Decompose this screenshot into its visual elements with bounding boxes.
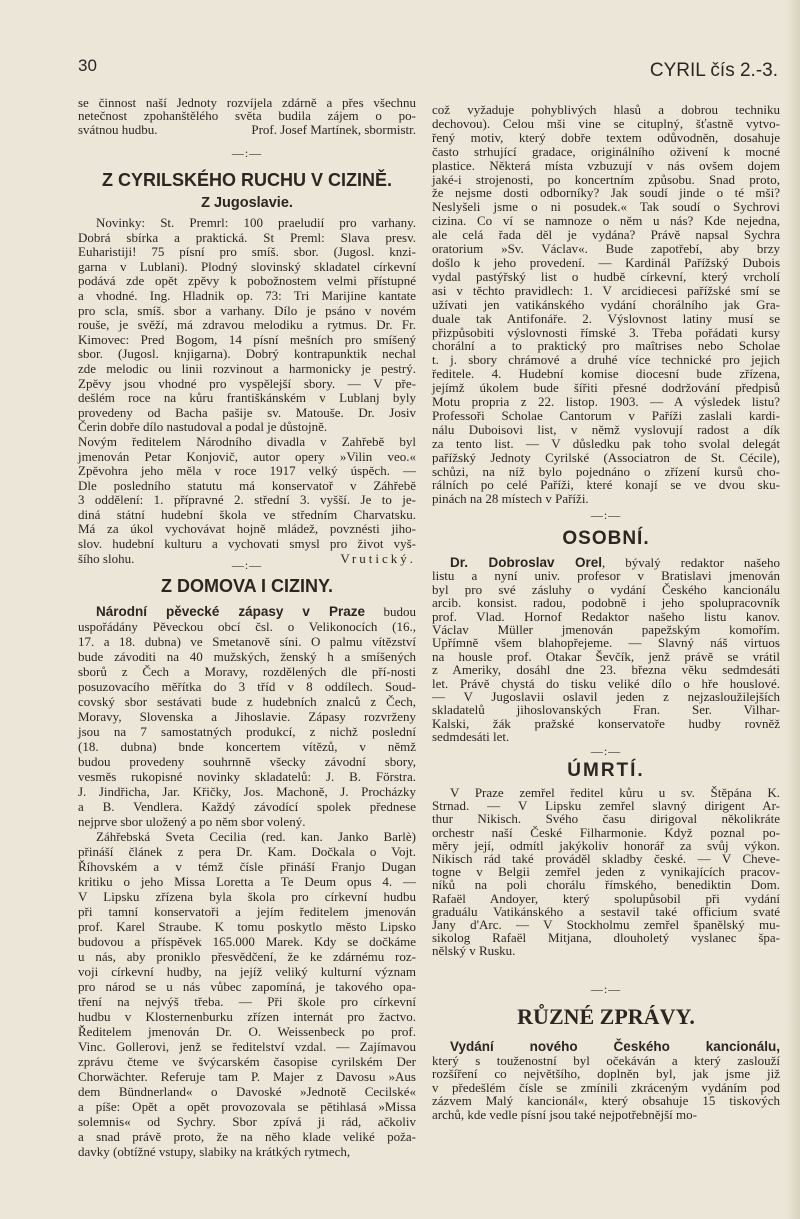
text-line (432, 186, 780, 200)
line-text: voji církevní hudby, na jejíž veliký kulturní význam (78, 964, 416, 979)
line-text: ale celá řada děl je vydána? Právě napsal Sychra (432, 227, 780, 243)
text-line (432, 409, 780, 423)
line-text: Dle posledního statutu má konservatoř v Záhřebě (78, 477, 416, 493)
author-signature: Prof. Josef Martínek, sbormistr. (251, 121, 416, 137)
text-line (78, 1099, 416, 1114)
line-text: diná státní hudební škola ve středním Charvatsku. (78, 506, 416, 522)
text-line (78, 859, 416, 874)
line-text: na housle prof. Otakar Ševčík, jenž právě se vrátil (432, 648, 780, 664)
line-text: rouše, je svěží, má zdravou melodiku a rytmus. Dr. Fr. (78, 317, 416, 333)
line-text: listu a nyní univ. profesor v Bratislavi jmenován (432, 568, 780, 584)
line-text: pro scla, smíš. sbor a varhany. Dílo je psáno v novém (78, 302, 416, 318)
line-text: dem Bündnerland« o Davoské »Jednotě Cecilské« (78, 1084, 416, 1099)
section-separator: —:— (231, 146, 263, 160)
text-line (432, 298, 780, 312)
text-line (78, 1054, 416, 1069)
subheading-jugoslavie: Z Jugoslavie. (201, 195, 293, 211)
line-text: nálu Duboisovi list, v němž vyslovují radost a dík (432, 421, 780, 437)
line-text: archů, kde vedle písní jsou také nejpotřebnější mo- (432, 1106, 697, 1122)
line-text: rálních po celé Paříži, které konají se ve dvou sku- (432, 477, 780, 493)
line-text: Neslyšeli jsme o ni posudek.« Tak soudí o Sychrovi (432, 199, 780, 215)
line-text: let. Právě chystá do tisku veliké dílo o hře houslové. (432, 675, 780, 691)
line-text: chorální a to praktický pro maîtrises nebo Scholae (432, 338, 780, 354)
text-line (78, 377, 416, 392)
text-line (432, 131, 780, 145)
line-text: V Praze zemřel ředitel kůru u sv. Štěpána K. (450, 785, 780, 800)
text-line (432, 423, 780, 437)
line-text: došlo k jeho provedení. — Kardinál Pařížský Dubois (432, 254, 780, 270)
line-text: Kalski, žák pražské konservatoře hudby rovněž (432, 715, 780, 731)
text-line (432, 1040, 780, 1054)
line-text: Čerin dobře dílo nastudoval a podal je důstojně. (78, 419, 328, 435)
line-text: orchestr naší České Filharmonie. Když poznal po- (432, 824, 780, 840)
line-text: Strnad. — V Lipsku zemřel slavný dirigent Ar- (432, 798, 780, 814)
line-text: zde melodic ou linii rozvinout a harmonicky je pestrý. (78, 360, 416, 376)
text-line (78, 333, 416, 348)
line-text: duale tak Antifonáře. 2. Výslovnost latiny musí se (432, 310, 780, 326)
text-line (78, 934, 416, 949)
text-line (78, 889, 416, 904)
line-text: nělský v Rusku. (432, 943, 516, 959)
text-line (78, 508, 416, 523)
line-text: prof. Karel Straube. K tomu poskytlo město Lipsko (78, 919, 416, 934)
text-line (432, 173, 780, 187)
text-line (78, 634, 416, 649)
text-line (432, 367, 780, 381)
text-line (432, 117, 780, 131)
text-line (78, 964, 416, 979)
text-line (78, 829, 416, 844)
text-line (78, 664, 416, 679)
line-text: a B. Vendlera. Každý závodící spolek přednese (78, 799, 416, 814)
text-line (78, 1024, 416, 1039)
text-line (78, 537, 416, 552)
line-text: jejímž úkolem bude šířiti přesné dodržování předpisů (432, 380, 780, 396)
line-text: jmenován Petar Konjovič, autor opery »Vilin veo.« (78, 448, 416, 464)
text-line (78, 784, 416, 799)
osobni-article (432, 556, 780, 744)
text-line (78, 1114, 416, 1129)
text-line (78, 435, 416, 450)
text-line (78, 874, 416, 889)
line-text: bude závoditi na 40 mužských, ženský h a smíšených (78, 649, 416, 664)
line-text: Rafaël Andoyer, který spolupůsobil při vydání (432, 890, 780, 906)
text-line (432, 326, 780, 340)
line-text: měry její, odmítl jakýkoliv honorář za svůj výkon. (432, 837, 780, 853)
page-edge-shadow (786, 0, 800, 1219)
line-text: garna v Lublani). Plodný slovinský skladatel církevní (78, 258, 416, 274)
text-line (432, 395, 780, 409)
author-signature: Vrutický. (340, 550, 416, 566)
section-separator: —:— (590, 744, 622, 758)
section-separator: —:— (231, 558, 263, 572)
text-line (78, 362, 416, 377)
line-text: zázvem Malý kancionál«, který obsahuje 15 tiskových (432, 1093, 780, 1109)
line-text: který s touženostní byl očekáván a který zaslouží (432, 1052, 780, 1068)
line-text: Novým ředitelem Národního divadla v Zahřebě byl (78, 433, 416, 449)
section-separator: —:— (590, 508, 622, 522)
line-text: dechovou). Celou mši vine se cituplný, šťastně vytvo- (432, 115, 780, 131)
line-text: Nikisch rád také prováděl skladby české. — V Cheve- (432, 851, 780, 867)
line-text: Zpěvy jsou vhodné pro vyspělejší sbory. — V pře- (78, 375, 416, 391)
line-text: Zpěvohra jeho měla v roce 1917 velký úspěch. — (78, 463, 416, 479)
bold-lead-in: Dr. Dobroslav Orel (450, 555, 603, 570)
line-text: jaké-i strojenosti, po koncertním způsobu. Snad proto, (432, 171, 780, 187)
line-text: posuzovacího měřítka do 3 tříd v 8 oddílech. Soud- (78, 679, 416, 694)
section-heading-osobni: OSOBNÍ. (562, 528, 650, 549)
line-text: J. Jindřicha, Jar. Křičky, Jos. Machoně, J. Procházky (78, 784, 416, 799)
text-line (78, 450, 416, 465)
text-line (432, 312, 780, 326)
line-text: dešlém roce na kůru františkánském v Lublanj byly (78, 390, 416, 406)
text-line (432, 451, 780, 465)
line-text: Dobrá sbírka a praktická. St Preml: Slava presv. (78, 229, 416, 245)
text-line (78, 709, 416, 724)
text-line (78, 754, 416, 769)
text-line (432, 492, 780, 506)
line-text: Motu propria z 22. listop. 1903. — A výsledek listu? (432, 394, 780, 410)
text-line (432, 284, 780, 298)
text-line (78, 274, 416, 289)
text-line (78, 464, 416, 479)
section-heading-ruzne: RŮZNÉ ZPRÁVY. (517, 1004, 695, 1029)
text-line (78, 1069, 416, 1084)
line-text: šího slohu. (78, 550, 135, 566)
line-text: asi v těchto pravidlech: 1. V arcidiecesi pařížské smí se (432, 282, 780, 298)
line-text: plastice. Některá místa vzbuzují v nás ovšem dojem (432, 157, 780, 173)
line-text: rozšíření co největšího, doplněn byl, jak jsme již (432, 1066, 780, 1082)
text-line (78, 493, 416, 508)
line-text: níků na poli chorálu římského, benediktin Dom. (432, 877, 780, 893)
text-line (432, 610, 780, 623)
text-line (78, 318, 416, 333)
text-line (432, 381, 780, 395)
line-text: přináší článek z pera Dr. Kam. Dočkala o Vojt. (78, 844, 416, 859)
text-line (432, 200, 780, 214)
section-separator: —:— (590, 982, 622, 996)
line-text: Ředitelem jmenován Dr. O. Weissenbeck po prof. (78, 1024, 416, 1039)
line-text: 3 oddělení: 1. přípravné 2. střední 3. vyšší. Je to je- (78, 492, 416, 508)
umrti-article (432, 786, 780, 958)
line-text: z Ameriky, dosáhl dne 23. března věku sedmdesáti (432, 662, 780, 678)
jugoslavie-article (78, 216, 416, 566)
journal-header: CYRIL čís 2.-3. (649, 60, 778, 81)
line-text: solemnis« od Sychry. Sbor zpívá ji rád, ačkoliv (78, 1114, 416, 1129)
line-text: přizpůsobiti výslovnosti římské 3. Třeba pořádati kursy (432, 324, 780, 340)
text-line (78, 799, 416, 814)
text-line (432, 1081, 780, 1095)
line-text: budou (364, 604, 417, 619)
section-heading-umrti: ÚMRTÍ. (567, 760, 645, 781)
text-line (432, 1054, 780, 1068)
line-text: při tamní konservatoři a jejím ředitelem jmenován (78, 904, 416, 919)
text-line (432, 650, 780, 663)
line-text: Upřímně všem blahopřejeme. — Slavný náš virtuos (432, 635, 780, 651)
text-line (432, 214, 780, 228)
line-text: uspořádány Pěveckou obcí čsl. o Velikonocích (16., (78, 619, 416, 634)
line-text: kritiku o jeho Missa Loretta a Te Deum opus 4. — (78, 874, 416, 889)
text-line (432, 1094, 780, 1108)
text-line (78, 694, 416, 709)
text-line (432, 690, 780, 703)
line-text: za tento list. — V důsledku pak toho svolal delegát (432, 435, 780, 451)
text-line (432, 1108, 780, 1122)
text-line (78, 304, 416, 319)
text-line (432, 556, 780, 569)
text-line (78, 814, 416, 829)
text-line (78, 769, 416, 784)
text-line (432, 465, 780, 479)
line-text: pro národ se u nás vůbec zapomíná, je takového opa- (78, 979, 416, 994)
line-text: sborů z Čech a Moravy, rozdělených dle pří-nosti (78, 664, 416, 679)
line-text: hudbu v Klosternenburku zřízen internát pro žactvo. (78, 1009, 416, 1024)
line-text: sedmdesáti let. (432, 729, 510, 745)
page-number: 30 (78, 56, 97, 75)
line-text: , bývalý redaktor našeho (602, 555, 781, 570)
line-text: jsou na 7 samostatných produkcí, z nichž poslední (78, 724, 416, 739)
line-text: Václav Müller jmenován papežským komořím. (432, 622, 780, 638)
text-line (432, 353, 780, 367)
line-text: thur Nikisch. Svého času dirigoval několikráte (432, 811, 780, 827)
text-line (432, 730, 780, 743)
text-line (78, 604, 416, 619)
line-text: Má za úkol vychovávat hojně mládež, povznésti jiho- (78, 521, 416, 537)
text-line (78, 919, 416, 934)
line-text: což vyžaduje pohyblivých hlasů a dobrou techniku (432, 102, 780, 117)
line-text: Jany d'Arc. — V Stockholmu zemřel španělský mu- (432, 917, 780, 933)
text-line (432, 228, 780, 242)
text-line (78, 1084, 416, 1099)
line-text: pařížský Jednoty Cyrilské (Associatron de St. Cécile), (432, 449, 780, 465)
line-text: Záhřebská Sveta Cecilia (red. kan. Janko Barlè) (96, 829, 416, 844)
text-line (78, 109, 416, 122)
line-text: — V Jugoslavii oslavil jeden z nejzasloužilejších (432, 689, 780, 705)
line-text: V Lipsku zřízena byla škola pro církevní hudbu (78, 889, 416, 904)
text-line (432, 270, 780, 284)
text-line (78, 1009, 416, 1024)
line-text: se činnost naší Jednoty rozvíjela zdárně a přes všechnu (78, 95, 416, 110)
text-line (78, 679, 416, 694)
text-line (78, 1039, 416, 1054)
line-text: arcib. konsist. radou, podobně i jeho spolupracovník (432, 595, 780, 611)
line-text: budou provedeny souhrnně všecky závodní sbory, (78, 754, 416, 769)
text-line (78, 289, 416, 304)
line-text: Professoři Scholae Cantorum v Paříži zaslali kardi- (432, 407, 780, 423)
text-line (78, 479, 416, 494)
text-line (432, 103, 780, 117)
line-text: že nejsme dosti odborníky? Jak soudí jinde o té mši? (432, 185, 780, 201)
line-text: byl pro své zásluhy o vydání Českého kancionálu (432, 581, 780, 597)
line-text: Euharistiji! 75 písní pro smíš. sbor. (Jugosl. knzi- (78, 244, 416, 260)
bold-lead-in: Vydání nového Českého kancionálu, (450, 1039, 780, 1054)
text-line (78, 904, 416, 919)
text-line (432, 623, 780, 636)
text-line (78, 420, 416, 435)
text-line (78, 216, 416, 231)
text-line (78, 347, 416, 362)
line-text: a píše: Opět a opět provozovala se pětihlasá »Missa (78, 1099, 416, 1114)
text-line (432, 944, 780, 957)
text-line (432, 596, 780, 609)
line-text: netečnost zpohanštělého světa budila zájem o po- (78, 108, 416, 124)
line-text: davky (obtížné vstupy, slabiky na krátkých rytmech, (78, 1144, 351, 1159)
text-line (432, 703, 780, 716)
text-line (432, 145, 780, 159)
text-line (78, 522, 416, 537)
line-text: zprávu čteme ve švýcarském časopise cyrilském Der (78, 1054, 416, 1069)
line-text: skladatelů jihoslovanských Fran. Ser. Vilhar- (432, 702, 780, 718)
line-text: oratorium »Sv. Václav«. Bude zapotřebí, aby brzy (432, 241, 780, 257)
line-text: řený motiv, který dobře textem odůvodněn, dosahuje (432, 129, 780, 145)
line-text: pinách na 28 místech v Paříži. (432, 491, 589, 507)
line-text: schůzi, na níž bylo pojednáno o zřízení kursů cho- (432, 463, 780, 479)
text-line (432, 1067, 780, 1081)
line-text: užívati jen vatikánského vydání chorálního jak Gra- (432, 296, 780, 312)
text-line (78, 96, 416, 109)
line-text: slov. hudební kulturu a vychovati smysl pro život vyš- (78, 536, 416, 552)
section-heading-domova: Z DOMOVA I CIZINY. (160, 576, 333, 596)
line-text: cizina. Co ví se namnoze o něm u nás? Kde nejedna, (432, 213, 780, 229)
line-text: ředitele. 4. Hudební komise diocesní bude zřízena, (432, 366, 780, 382)
line-text: Vinc. Gollerovi, jenž se ředitelství vzdal. — Zajímavou (78, 1039, 416, 1054)
text-line (78, 245, 416, 260)
text-line (432, 437, 780, 451)
text-line (78, 739, 416, 754)
line-text: v předešlém čísle se zmínili zkráceným vydáním pod (432, 1079, 780, 1095)
intro-paragraph (78, 96, 416, 136)
line-text: a snad právě proto, že na něho klade veliké poža- (78, 1129, 416, 1144)
text-line (78, 1144, 416, 1159)
line-text: podává zde opět zpěvy k pobožnostem velmi přístupné (78, 273, 416, 289)
line-text: tření na nejvýš třeba. — Při škole pro církevní (78, 994, 416, 1009)
line-text: 17. a 18. dubna) ve Smetanově síni. O palmu vítězství (78, 634, 416, 649)
text-line (78, 260, 416, 275)
ruzne-article (432, 1040, 780, 1122)
text-line (432, 569, 780, 582)
text-line (78, 231, 416, 246)
line-text: sikolog Rafaël Mitjana, dlouholetý vyslanec špa- (432, 930, 780, 946)
text-line (432, 159, 780, 173)
line-text: graduálu Vatikánského a sestavil také officium svaté (432, 903, 780, 919)
text-line (78, 979, 416, 994)
line-text: Chorwächter. Referuje tam P. Majer z Davosu »Aus (78, 1069, 416, 1084)
line-text: vesměs rukopisné novinky skladatelů: J. B. Förstra. (78, 769, 416, 784)
text-line (432, 663, 780, 676)
line-text: (18. dubna) bnde koncertem vítězů, v němž (78, 739, 416, 754)
text-line (78, 724, 416, 739)
line-text: nejprve sbor uložený a po něm sbor volený. (78, 814, 306, 829)
line-text: vydal pastýřský list o hudbě církevní, který vrcholí (432, 268, 780, 284)
section-heading-cyril: Z CYRILSKÉHO RUCHU V CIZINĚ. (101, 170, 392, 190)
line-text: a vhodné. Ing. Hladnik op. 73: Tri Marijine kantate (78, 287, 416, 303)
line-text: prof. Vlad. Hornof Redaktor našeho listu kanov. (432, 608, 780, 624)
line-text: sbor. (Jugosl. knjigarna). Dobrý kontrapunktik nechal (78, 346, 416, 362)
text-line (78, 1129, 416, 1144)
text-line (78, 649, 416, 664)
line-text: t. j. sbory chrámové a druhé více technické pro jejich (432, 352, 780, 368)
line-text: Novinky: St. Premrl: 100 praeludií pro varhany. (96, 215, 416, 230)
line-text: provedeny od Bacha pašije sv. Matouše. Dr. Josiv (78, 404, 416, 420)
continuation-article (432, 103, 780, 506)
text-line (78, 619, 416, 634)
text-line (432, 717, 780, 730)
line-text: Kimovec: Pred Bogom, 14 písní mešních pro smíšený (78, 331, 416, 347)
text-line (432, 583, 780, 596)
text-line (78, 844, 416, 859)
text-line (432, 256, 780, 270)
text-line (78, 994, 416, 1009)
text-line (78, 406, 416, 421)
line-text: covský sbor sestávati bude z hudebních znalců z Čech, (78, 694, 416, 709)
line-text: svátnou hudbu. (78, 121, 158, 137)
text-line (432, 677, 780, 690)
domova-article (78, 604, 416, 1159)
line-text: Moravy, Slovenska a Jihoslavie. Zápasy rozvrženy (78, 709, 416, 724)
text-line (432, 242, 780, 256)
line-text: Říhovském a v témž čísle přináší Franjo Dugan (78, 859, 416, 874)
text-line (432, 478, 780, 492)
text-line (78, 949, 416, 964)
text-line (432, 339, 780, 353)
line-text: budovou a příspěvek 165.000 Marek. Kdy se dočkáme (78, 934, 416, 949)
text-line (78, 391, 416, 406)
text-line (432, 636, 780, 649)
line-text: často strhující gradace, originálního oživení k mocné (432, 143, 780, 159)
line-text: togne v Belgii zemřel jeden z vynikajících pracov- (432, 864, 780, 880)
text-line (78, 123, 416, 136)
line-text: u nás, aby proniklo přesvědčení, že ke zdárnému roz- (78, 949, 416, 964)
bold-lead-in: Národní pěvecké zápasy v Praze (96, 604, 365, 619)
